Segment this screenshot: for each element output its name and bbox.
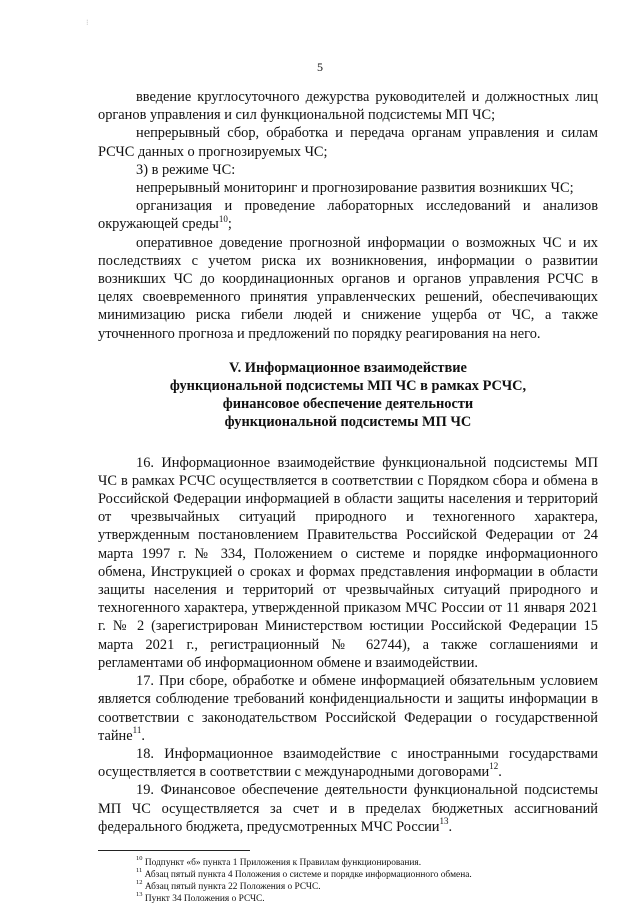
- paragraph: 19. Финансовое обеспечение деятельности функциональной подсистемы МП ЧС осуществляется за счет и в пределах бюджетных ассигнований федерального бюджета, предусмотренных МЧС России$^{13}$.: [98, 782, 598, 835]
- paragraph: организация и проведение лабораторных исследований и анализов окружающей среды$^{10}$;: [98, 198, 598, 233]
- section-heading: [98, 359, 598, 432]
- footnote-divider: [98, 850, 250, 851]
- footnote: $^{13}$ Пункт 34 Положения о РСЧС.: [136, 890, 265, 904]
- footnote-ref: 12: [489, 761, 499, 772]
- heading-line: V. Информационное взаимодействие: [229, 359, 467, 376]
- paragraph: непрерывный мониторинг и прогнозирование развития возникших ЧС;: [136, 180, 574, 197]
- paragraph: оперативное доведение прогнозной информации о возможных ЧС и их последствиях с учетом риска их возникновения, информации о развитии возникших ЧС до координационных органов и органов управления РСЧС в целях своевременного принятия управленческих решений, обеспечивающих минимизацию риска гибели людей и снижение ущерба от ЧС, а также уточненного прогноза и предложений по порядку реагирования на него.: [98, 234, 598, 342]
- heading-line: функциональной подсистемы МП ЧС: [224, 414, 472, 431]
- paragraph: введение круглосуточного дежурства руководителей и должностных лиц органов управления и сил функциональной подсистемы МП ЧС;: [98, 89, 598, 124]
- footnote-ref: 10: [218, 213, 228, 224]
- footnote-ref: 11: [132, 724, 142, 735]
- paragraph: 18. Информационное взаимодействие с иностранными государствами осуществляется в соответствии с международными договорами$^{12}$.: [98, 745, 598, 781]
- paragraph: непрерывный сбор, обработка и передача органам управления и силам РСЧС данных о прогнозируемых ЧС;: [98, 125, 598, 160]
- paragraph: 17. При сборе, обработке и обмене информацией обязательным условием является соблюдение требований конфиденциальности и защиты информации в соответствии с законодательством Российской Федерации о государственной тайне$^{11}$.: [98, 673, 598, 744]
- heading-line: финансовое обеспечение деятельности: [222, 396, 474, 413]
- footnote: $^{10}$ Подпункт «б» пункта 1 Приложения к Правилам функционирования.: [136, 854, 422, 868]
- footnote-ref: 13: [439, 815, 449, 826]
- paragraph: 3) в режиме ЧС:: [136, 161, 236, 178]
- document-body: [98, 88, 598, 905]
- page-number: 5: [317, 60, 323, 74]
- heading-line: функциональной подсистемы МП ЧС в рамках РСЧС,: [169, 378, 527, 395]
- paragraph: 16. Информационное взаимодействие функциональной подсистемы МП ЧС в рамках РСЧС осуществляется в соответствии с Порядком сбора и обмена в Российской Федерации информацией в области защиты населения и территорий от чрезвычайных ситуаций природного и техногенного характера, утвержденным постановлением Правительства Российской Федерации от 24 марта 1997 г. № 334, Положением о системе и порядке информационного обмена, Инструкцией о сроках и формах представления информации в области защиты населения и территорий от чрезвычайных ситуаций природного и техногенного характера, утвержденной приказом МЧС России от 11 января 2021 г. № 2 (зарегистрирован Министерством юстиции Российской Федерации 15 марта 2021 г., регистрационный № 62744), а также соглашениями и регламентами об информационном обмене и взаимодействии.: [98, 454, 598, 671]
- scan-mark: ⁝: [86, 18, 89, 27]
- footnote: $^{12}$ Абзац пятый пункта 22 Положения о РСЧС.: [136, 878, 321, 892]
- footnote: $^{11}$ Абзац пятый пункта 4 Положения о системе и порядке информационного обмена.: [136, 866, 472, 880]
